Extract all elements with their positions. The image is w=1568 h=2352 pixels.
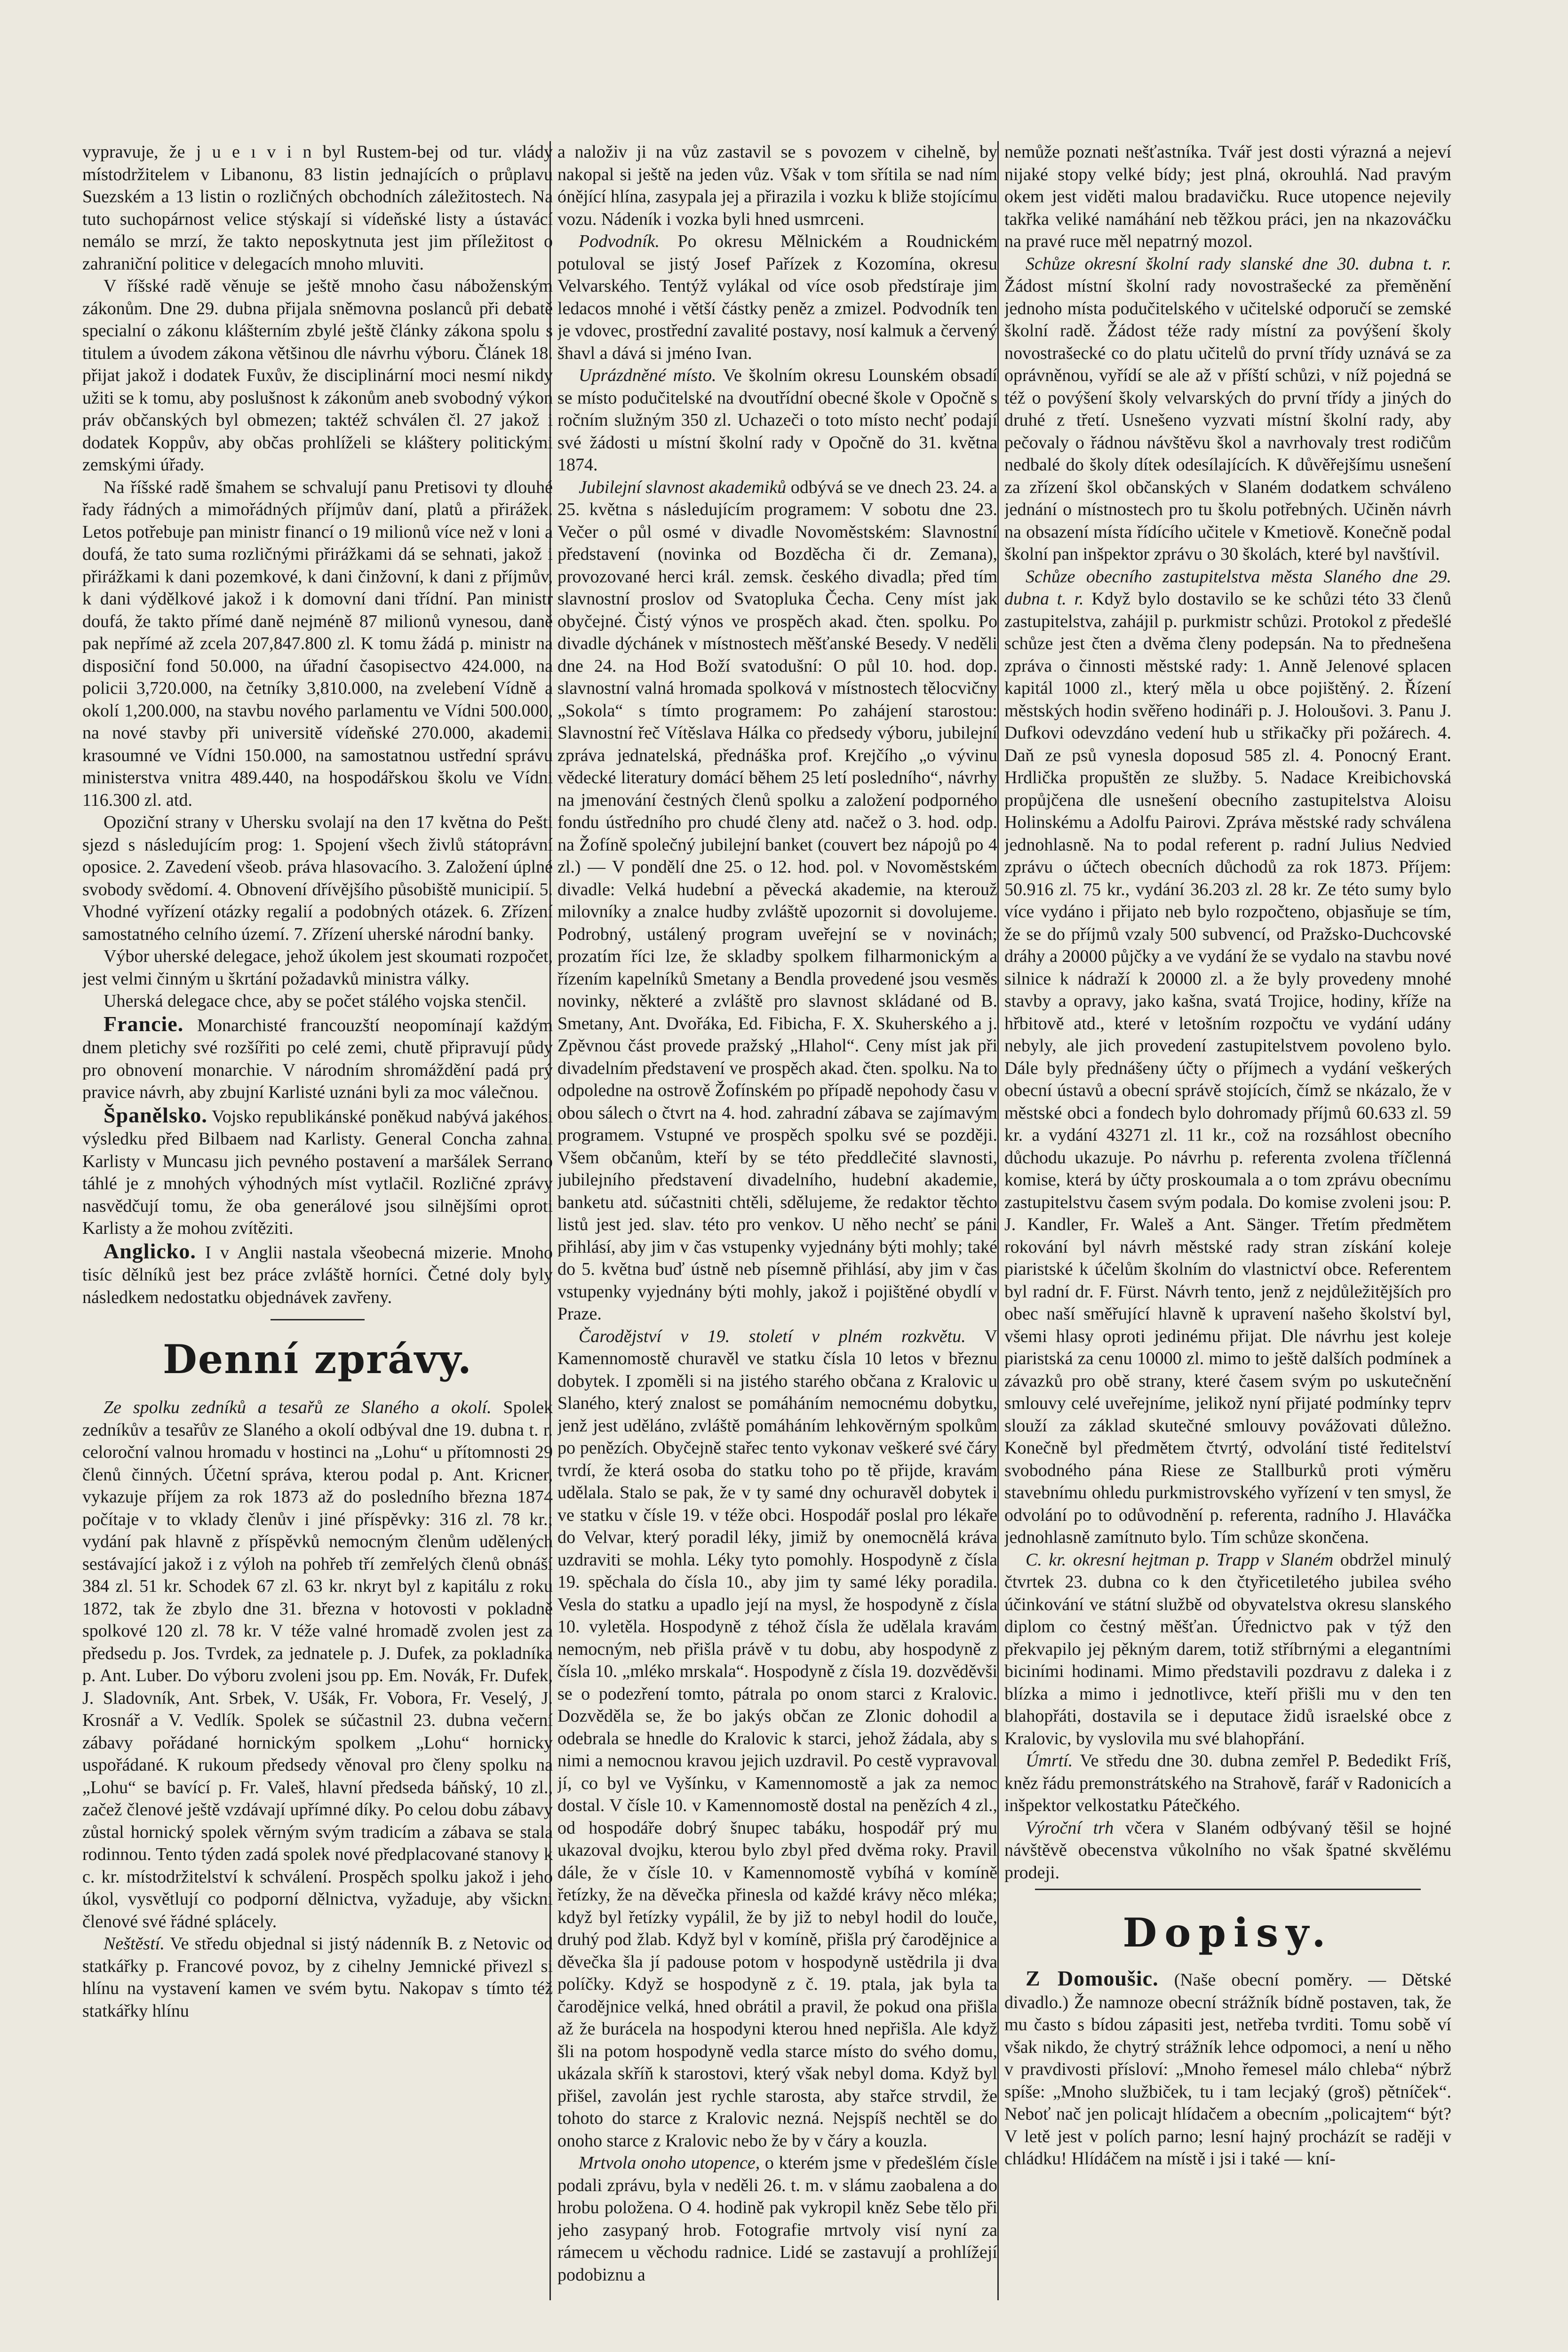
column-right — [1004, 141, 1451, 2305]
article-paragraph: Opoziční strany v Uhersku svolají na den 17 května do Pešti sjezd s následujícím prog: 1. Spojení všech živlů státoprávní oposice. 2. Zavedení všeob. práva hlasovacího. 3. Založení úplné svobody svědomí. 4. Obnovení dřívějšího působiště municipií. 5. Vhodné vyřízení otázky regalií a podobných otázek. 6. Zřízení samostatného celního území. 7. Zřízení uherské národní banky. — [82, 812, 553, 944]
section-label: Francie. — [103, 1011, 184, 1036]
news-item-anglicko: Anglicko. I v Anglii nastala všeobecná mizerie. Mnoho tisíc dělníků jest bez práce zvláště horníci. Četné doly byly následkem nedostatku objednávek zavřeny. — [82, 1239, 553, 1307]
news-item: Čarodějství v 19. století v plném rozkvětu. V Kamennomostě churavěl ve statku čísla 10 letos v březnu dobytek. I zpoměli si na jistého starého občana z Kralovic u Slaného, který znalost se pomáháním nemocnému dobytku, jenž jest uděláno, zvláště pomáháním lehkověrným spolkům po penězích. Obyčejně stařec tento vykonav veškeré své čáry tvrdí, že která osoba do statku toho po tě přijde, kravám udělala. Stalo se pak, že v ty samé dny ochuravěl dobytek i ve statku v čísle 19. v téže obci. Hospodář poslal pro lékaře do Velvar, který poradil léky, jimiž by onemocnělá kráva uzdraviti se mohla. Léky tyto pomohly. Hospodyně z čísla 19. spěchala do čísla 10., aby jim ty samé léky poradila. Vesla do statku a upadlo její na mysl, že hospodyně z čísla 10. vyletěla. Hospodyně z téhož čísla že udělala kravám nemocným, neb přišla právě v tu dobu, aby hospodyně z čísla 10. „mléko mrskala“. Hospodyně z čísla 19. dozvěděvši se o podezření tomto, pátrala po onom starci z Kralovic. Dozvěděla se, že bo jakýs občan ze Zlonic dohodil a odebrala se hnedle do Kralovic k starci, jehož žádala, aby s nimi a nemocnou kravou jejich uzdravil. Po cestě vypravoval jí, co byl ve Vyšínku, v Kamennomostě a jak za nemoc dostal. V čísle 10. v Kamennomostě dostal na penězích 4 zl., od hospodáře dobrý šnupec tabáku, hospodář prý mu ukazoval dvojku, kterou bylo zbyl před dvěma roky. Pravil dále, že v čísle 10. v Kamennomostě vybíhá v komíně řetízky, že na děvečka přinesla od každé krávy něco mléka; když byl řetízky vypálil, že by již to nebyl hodil do louče, druhý pod žlab. Když byl v komíně, přišla prý čarodějnice a děvečka šla jí padouse potom v hospodyně ustědrila ji dva políčky. Když se hospodyně z č. 19. ptala, jak byla ta čarodějnice velká, hned obrátil a pravil, že pokud ona přišla až že burácela na hospodyni kterou hned nepřišla. Ale když šli na potom hospodyně vedla starce místo do svého domu, ukázala skříň k starostovi, který však nebyl doma. Když byl přišel, zavolán jest rychle starosta, aby stařce strvdil, že tohoto do starce z Kralovic nezná. Nejspíš nechtěl se do onoho starce z Kralovic nebo že by v čáry a kouzla. — [557, 1326, 997, 2151]
news-item: Ze spolku zedníků a tesařů ze Slaného a okolí. Spolek zedníkův a tesařův ze Slaného a okolí odbýval dne 19. dubna t. r. celoroční valnou hromadu v hostinci na „Lohu“ u přítomnosti 29 členů činných. Účetní správa, kterou podal p. Ant. Kricner, vykazuje příjem za rok 1873 až do posledního března 1874 počítaje v to vklady členův i jiné příspěvky: 316 zl. 78 kr.; vydání pak hlavně z příspěvků nemocným členům udělených sestávající jakož i z výloh na pohřeb tří zemřelých členů obnáší 384 zl. 51 kr. Schodek 67 zl. 63 kr. nkryt byl z kapitálu z roku 1872, tak že zbylo dne 31. března v hotovosti v pokladně spolkové 120 zl. 78 kr. V téže valné hromadě zvolen jest za předsedu p. Jos. Tvrdek, za jednatele p. J. Dufek, za pokladníka p. Ant. Luber. Do výboru zvoleni jsou pp. Em. Novák, Fr. Dufek, J. Sladovník, Ant. Srbek, V. Ušák, Fr. Vobora, Fr. Veselý, J. Krosnář a V. Vedlík. Spolek se súčastnil 23. dubna večerní zábavy pořádané hornickým spolkem „Lohu“ hornicky uspořádané. K rukoum předsedy věnoval pro členy spolku na „Lohu“ se bavící p. Fr. Valeš, hlavní předseda báňský, 10 zl., začež členové ještě vzdávají upřímné díky. Po celou dobu zábavy zůstal hornický spolek věrným svým tradicím a zábava se stala rodinnou. Tento týden zadá spolek nové předplacované stanovy k c. kr. místodržitelství k schválení. Prospěch spolku jakož i jeho úkol, vysvětlují co podporní dělnictva, vyžaduje, aby všickni členové své řádné splácely. — [82, 1398, 553, 1931]
news-item-francie: Francie. Monarchisté francouzští neopomínají každým dnem pletichy své rozšířiti po celé zemi, chutě připravují půdy pro obnovení monarchie. V národním shromáždění padá prý pravice návrh, aby zbujní Karlisté uznáni byli za moc válečnou. — [82, 1011, 553, 1102]
item-title: Schůze okresní školní rady slanské dne 30. dubna t. r. — [1026, 254, 1451, 274]
article-paragraph: a naloživ ji na vůz zastavil se s povozem v cihelně, by nakopal si ještě na jeden vůz. Však v tom sřítila se nad ním ónějící hlína, zasypala jej a přirazila i vozku k bliže stojícímu vozu. Nádeník i vozka byli hned usmrceni. — [557, 142, 997, 229]
item-title: Úmrtí. — [1026, 1751, 1073, 1771]
article-paragraph: V říšské radě věnuje se ještě mnoho času náboženským zákonům. Dne 29. dubna přijala sněmovna poslanců při debatě specialní o zákonu klášterním zbylé ještě články zákona spolu s titulem a úvodem zákona většinou dle návrhu výboru. Článek 18. přijat jakož i dodatek Fuxův, že disciplinární moci nesmí nikdy užiti se k tomu, aby poslušnost k zákonům aneb svobodný výkon práv občanských byl obmezen; taktéž schválen čl. 27 jakož i dodatek Koppův, aby občas prohlíželi se kláštery politickými zemskými úřady. — [82, 276, 553, 475]
article-paragraph: Uherská delegace chce, aby se počet stálého vojska stenčil. — [103, 991, 526, 1011]
news-item: Výroční trh včera v Slaném odbývaný těšil se hojné návštěvě obecenstva vůkolního no však špatné skvělému prodeji. — [1004, 1818, 1451, 1883]
section-label: Z Domoušic. — [1026, 1966, 1159, 1990]
section-heading: Denní zprávy. — [163, 1336, 472, 1383]
section-label: Anglicko. — [103, 1239, 196, 1263]
news-item: Podvodník. Po okresu Mělnickém a Roudnickém potuloval se jistý Josef Pařízek z Kozomína, okresu Velvarského. Tentýž vylákal od více osob předstíraje jim ledacos mnohé i větší částky peněz a zmizel. Podvodník ten je vdovec, prostřední zavalité postavy, nosí kalmuk a červený šhavl a dává si jméno Ivan. — [557, 231, 997, 363]
news-item: Jubilejní slavnost akademiků odbývá se ve dnech 23. 24. a 25. května s následujícím programem: V sobotu dne 23. Večer o půl osmé v divadle Novoměstském: Slavnostní představení (novinka od Bozděcha či dr. Zemana), provozované herci král. zemsk. českého divadla; před tím slavnostní proslov od Svatopluka Čecha. Ceny míst jak obyčejné. Čistý výnos ve prospěch akad. čten. spolku. Po divadle dýchánek v místnostech měšťanské Besedy. V neděli dne 24. na Hod Boží svatodušní: O půl 10. hod. dop. slavnostní valná hromada spolková v místnostech tělocvičny „Sokola“ s tímto programem: Po zahájení starostou: Slavnostní řeč Vítěslava Hálka co předsedy výboru, jubilejní zpráva jednatelská, přednáška prof. Krejčího „o vývinu vědecké literatury domácí během 25 letí posledního“, návrhy na jmenování čestných členů spolku a založení podporného fondu ústředního pro chudé členy atd. načež o 3. hod. odp. na Žofíně společný jubilejní banket (couvert bez nápojů po 4 zl.) — V pondělí dne 25. o 12. hod. pol. v Novoměstském divadle: Velká hudební a pěvecká akademie, na kterouž milovníky a znalce hudby zvláště upozornit si dovolujeme. Podrobný, ustálený program uveřejní se v novinách; prozatím říci lze, že skladby spolkem filharmonickým a řízením kapelníků Smetany a Bendla provedené jsou vesměs novinky, některé a zvláště pro slavnost skládané od B. Smetany, Ant. Dvořáka, Ed. Fibicha, F. X. Skuherského a j. Zpěvnou část provede pražský „Hlahol“. Ceny míst jak při divadelním představení ve prospěch akad. čten. spolku. Na to odpoledne na ostrově Žofínském po případě nepohody času v obou sálech o čtvrt na 4. hod. zahradní zábava se zajímavým programem. Vstupné ve prospěch spolku své se později. Všem občanům, kteří by se této předdlečité slavnosti, jubilejního představení divadelního, hudební akademie, banketu atd. súčastniti chtěli, sdělujeme, že redaktor těchto listů jest jed. slav. této pro venkov. U něho nechť se páni přihlásí, aby jim v čas vstupenky vyjednány býti mohly; také do 5. května buď ústně neb písemně přihlásí, aby jim v čas vstupenky vyjednány býti mohly, jakož i pojištěné obydlí v Praze. — [557, 477, 997, 1324]
column-middle — [557, 141, 997, 2305]
item-title: Mrtvola onoho utopence, — [579, 2153, 760, 2173]
separator — [1035, 1889, 1421, 1890]
article-paragraph: Na říšské radě šmahem se schvalují panu Pretisovi ty dlouhé řady řádných a mimořádných příjmův daní, platů a přirážek. Letos potřebuje pan ministr financí o 19 milionů více než v loni a doufá, že tato suma rozličnými přirážkami dá se sehnati, jakož i přirážkami k dani pozemkové, k dani činžovní, k dani z příjmův, k dani výdělkové jakož i k domovní dani třídní. Pan ministr doufá, že takto přímé daně nejméně 87 milionů vynesou, daně pak nepřímé až zcela 207,847.800 zl. K tomu žádá p. ministr na disposiční fond 50.000, na úřadní časopisectvo 424.000, na policii 3,720.000, na četníky 3,810.000, na zvelebení Vídně a okolí 1,200.000, na stavbu nového parlamentu ve Vídni 500.000, na nové stavby při universitě vídeňské 270.000, akademii krasoumné ve Vídni 150.000, na samostatnou ustřední správu ministerstva vnitra 489.440, na hospodářskou školu ve Vídni 116.300 zl. atd. — [82, 477, 553, 810]
news-item: Úmrtí. Ve středu dne 30. dubna zemřel P. Bededikt Fríš, kněz řádu premonstrátského na Strahově, farář v Radonicích a inšpektor velkostatku Pátečkého. — [1004, 1751, 1451, 1815]
item-title: Jubilejní slavnost akademiků — [579, 477, 787, 497]
news-item: Schůze obecního zastupitelstva města Slaného dne 29. dubna t. r. Když bylo dostavilo se ke schůzi této 33 členů zastupitelstva, zahájil p. purkmistr schůzi. Protokol z předešlé schůze jest čten a dvěma členy podepsán. Na to přednešena zpráva o činnosti městské rady: 1. Anně Jelenové splacen kapitál 1000 zl., který měla u obce pojištěný. 2. Řízení městských hodin svěřeno hodináři p. J. Holoušovi. 3. Panu J. Dufkovi odevzdáno vedení hub u střikačky při požárech. 4. Daň ze psů vynesla doposud 585 zl. 4. Ponocný Erant. Hrdlička propuštěn ze služby. 5. Nadace Kreibichovská propůjčena dle usnešení obecního zastupitelstva Aloisu Holinskému a Adolfu Pairovi. Zpráva městské rady schválena jednohlasně. Na to podal referent p. radní Julius Nedvied zprávu o účtech obecních důchodů za rok 1873. Příjem: 50.916 zl. 75 kr., vydání 36.203 zl. 28 kr. Ze této sumy bylo více vydáno i přijato neb bylo rozpočteno, objasňuje se tím, že se do příjmů vzaly 500 subvencí, od Pražsko-Duchcovské dráhy a 20000 půjčky a ve vydání že se vydalo na stavbu nové silnice k nádraží k 20000 zl. a že byly provedeny mnohé stavby a opravy, jako kašna, svatá Trojice, hodiny, kříže na hřbitově atd., které v letošním rozpočtu ve vydání udány nebyly, ale jich provedení zastupitelstvem povoleno bylo. Dále byly přednášeny účty o příjmech a vydání veškerých obecní ústavů a obecní správě stojících, čímž se nkázalo, že v městské obci a fondech bylo dohromady příjmů 60.633 zl. 59 kr. a vydání 43271 zl. 11 kr., což na rozsáhlost obecního důchodu ukazuje. Po návrhu p. referenta zvolena tříčlenná komise, která by účty proskoumala a o tom zprávu obecnímu zastupitelstvu časem svým podala. Do komise zvoleni jsou: P. J. Kandler, Fr. Waleš a Ant. Sänger. Třetím předmětem rokování byl návrh městské rady stran získání koleje piaristské k účelům školním do vlastnictví obce. Referentem byl radní dr. F. Fürst. Návrh tento, jenž z nejdůležitějších pro obec naší směřující hlavně k upravení našeho školství byl, všemi hlasy oproti jedinému přijat. Dle návrhu jest koleje piaristská za cenu 10000 zl. mimo to ještě dalších podmínek a závazků pro obě strany, které časem svým po uskutečnění smlouvy celé uveřejníme, jelikož nyní přijaté podmínky teprv slouží za základ skutečné smlouvy povážovati důležno. Konečně byl předmětem čtvrtý, odvolání tisté ředitelství svobodného pána Riese ze Stallburků proti výměru stavebnímu ohledu purkmistrovského vyřízení v ten smysl, že odvolání po to odůvodnění p. referenta, radního J. Hlaváčka jednohlasně zamítnuto bylo. Tím schůze skončena. — [1004, 566, 1451, 1547]
column-rule — [997, 141, 999, 2300]
news-item-spanelsko: Španělsko. Vojsko republikánské poněkud nabývá jakéhosi výsledku před Bilbaem nad Karlisty. General Concha zahnal Karlisty v Muncasu jich pevného postavení a maršálek Serrano táhlé je z mnohých výhodných míst vytlačil. Rozličné zprávy nasvědčují tomu, že oba generálové jsou silnějšími oproti Karlisty a že mohou zvítěziti. — [82, 1103, 553, 1238]
item-title: Čarodějství v 19. století v plném rozkvětu. — [579, 1326, 966, 1346]
article-paragraph: vypravuje, že j u e ı v i n byl Rustem-bej od tur. vlády místodržitelem v Libanonu, 83 listin jednajících o průplavu Suezském a 13 listin o rozličných obchodních záležitostech. Na tuto suchopárnost velice stýskají si vídeňské listy a ústavácí nemálo se mrzí, že takto neposkytnuta jest jim příležitost o zahraniční politice v delegacích mnoho mluviti. — [82, 142, 553, 274]
column-left — [82, 141, 553, 2305]
item-title: Uprázdněné místo. — [579, 366, 716, 385]
news-item: Neštěstí. Ve středu objednal si jistý nádenník B. z Netovic od statkářky p. Francové povoz, by z cihelny Jemnické přivezl si hlínu na vystavení kamen ve svém bytu. Nakopav s tímto též statkářky hlínu — [82, 1934, 553, 2021]
item-title: Schůze obecního zastupitelstva města Slaného dne 29. dubna t. r. — [1004, 566, 1451, 609]
article-paragraph: Výbor uherské delegace, jehož úkolem jest skoumati rozpočet, jest velmi činným u škrtání požadavků ministra války. — [82, 946, 553, 989]
item-title: Podvodník. — [579, 231, 660, 251]
news-item: C. kr. okresní hejtman p. Trapp v Slaném obdržel minulý čtvrtek 23. dubna co k den čtyřicetiletého jubilea svého účinkování ve státní službě od obyvatelstva okresu slanského diplom co čestný měšťan. Úřednictvo pak v týž den překvapilo jej pěkným darem, totiž stříbrnými a elegantními biciními hodinami. Mimo představili pozdravu z daleka i z blízka a mimo i jednotlivce, kteří přišli mu v den ten blahopřáti, dostavila se i deputace židů israelské obce z Kralovic, by vyslovila mu své blahopřání. — [1004, 1549, 1451, 1748]
news-item: Z Domoušic. (Naše obecní poměry. — Dětské divadlo.) Že namnoze obecní strážník bídně postaven, tak, že mu často s bídou zápasiti jest, netřeba tvrditi. Tomu sobě ví však nikdo, že chytrý strážník lehce odpomoci, a není u něho v pravdivosti přísloví: „Mnoho řemesel málo chleba“ nýbrž spíše: „Mnoho službiček, tu i tam lecjaký (groš) pětníček“. Neboť nač jen policajt hlídačem a obecním „policajtem“ být? V letě jest v polích parno; lesní hajný procházít se raději v chládku! Hlídáčem na místě i jsi i také — kní- — [1004, 1966, 1451, 2169]
separator — [271, 1319, 365, 1320]
item-title: Výroční trh — [1026, 1818, 1114, 1838]
article-paragraph: nemůže poznati nešťastníka. Tvář jest dosti výrazná a nejeví nijaké stopy velké bídy; jest plná, okrouhlá. Nad pravým okem jest viděti malou bradavičku. Ruce utopence nejevily takřka veliké namáhání neb těžkou práci, jen na nkazováčku na pravé ruce měl nepatrný mozol. — [1004, 142, 1451, 251]
section-label: Španělsko. — [103, 1103, 207, 1127]
news-item: Uprázdněné místo. Ve školním okresu Lounském obsadí se místo podučitelské na dvoutřídní obecné škole v Opočně s ročním služným 350 zl. Uchazeči o toto místo nechť podají své žádosti u místní školní rady v Opočně do 31. května 1874. — [557, 366, 997, 475]
item-title: Neštěstí. — [103, 1934, 165, 1954]
news-item: Mrtvola onoho utopence, o kterém jsme v předešlém čísle podali zprávu, byla v neděli 26. t. m. v slámu zaobalena a do hrobu položena. O 4. hodině pak vykropil kněz Sebe tělo při jeho zasypaný hrob. Fotografie mrtvoly visí nyní za rámecem u věchodu radnice. Lidé se zastavují a prohlížejí podobiznu a — [557, 2153, 997, 2285]
item-title: C. kr. okresní hejtman p. Trapp v Slaném — [1026, 1549, 1334, 1570]
section-heading: Dopisy. — [1122, 1909, 1333, 1956]
item-title: Ze spolku zedníků a tesařů ze Slaného a okolí. — [103, 1398, 492, 1417]
news-item: Schůze okresní školní rady slanské dne 30. dubna t. r. Žádost místní školní rady novostrašecké za přeměnění jednoho místa podučitelského v učitelské odporučí se zemské školní radě. Žádost téže rady místní za povýšení školy novostrašecké co do platu učitelů do první třídy uznává se za oprávněnou, vyřídí se ale až v příští schůzi, v níž pojedná se též o povýšení školy velvarských do první třídy a jiných do druhé z třetí. Usnešeno vyzvati místní školní rady, aby pečovaly o řádnou návštěvu škol a navrhovaly trest rodičům nedbalé do školy dítek odesílajících. K důvěřejšímu usnešení za zřízení škol občanských v Slaném dodatkem schváleno jednání o místnostech pro tu školu potřebných. Učiněn návrh na obsazení místa řídícího učitele v Kmetiově. Konečně podal školní pan inšpektor zprávu o 30 školách, které byl navštívil. — [1004, 254, 1451, 564]
